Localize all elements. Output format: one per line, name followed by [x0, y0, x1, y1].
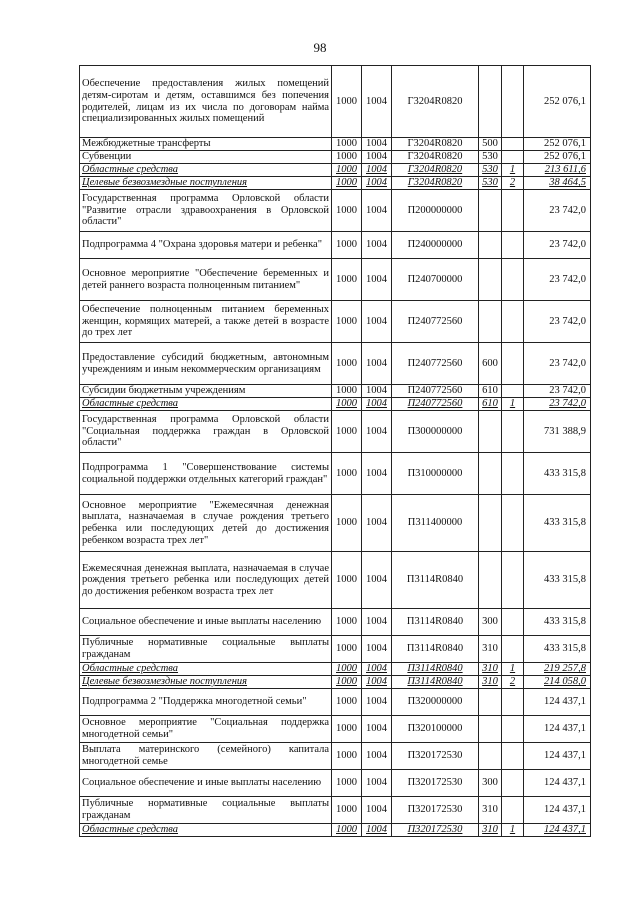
expense-type-cell: 310 — [479, 676, 502, 689]
section-code-cell: 1000 — [332, 411, 362, 453]
amount-cell: 124 437,1 — [524, 689, 591, 716]
expense-type-cell — [479, 743, 502, 770]
section-code-cell: 1000 — [332, 609, 362, 636]
table-row — [80, 552, 591, 609]
section-code-cell: 1000 — [332, 164, 362, 177]
subsection-code-cell: 1004 — [362, 411, 392, 453]
expense-type-cell: 310 — [479, 663, 502, 676]
funding-source-cell — [502, 453, 524, 495]
target-article-cell: П320000000 — [392, 689, 479, 716]
funding-source-cell — [502, 743, 524, 770]
section-code-cell: 1000 — [332, 177, 362, 190]
funding-source-cell — [502, 797, 524, 824]
row-name-cell: Областные средства — [80, 663, 332, 676]
target-article-cell: П311400000 — [392, 495, 479, 552]
target-article-cell: П3114R0840 — [392, 676, 479, 689]
row-name-cell: Межбюджетные трансферты — [80, 138, 332, 151]
table-row — [80, 385, 591, 398]
section-code-cell: 1000 — [332, 689, 362, 716]
funding-source-cell — [502, 190, 524, 232]
amount-cell: 124 437,1 — [524, 797, 591, 824]
target-article-cell: П310000000 — [392, 453, 479, 495]
amount-cell: 433 315,8 — [524, 609, 591, 636]
amount-cell: 433 315,8 — [524, 453, 591, 495]
table-row — [80, 66, 591, 138]
expense-type-cell: 610 — [479, 385, 502, 398]
amount-cell: 124 437,1 — [524, 824, 591, 837]
row-name-cell: Государственная программа Орловской области "Развитие отрасли здравоохранения в Орловской области" — [80, 190, 332, 232]
amount-cell: 38 464,5 — [524, 177, 591, 190]
expense-type-cell — [479, 453, 502, 495]
section-code-cell: 1000 — [332, 232, 362, 259]
expense-type-cell — [479, 689, 502, 716]
funding-source-cell — [502, 609, 524, 636]
funding-source-cell: 1 — [502, 824, 524, 837]
section-code-cell: 1000 — [332, 636, 362, 663]
amount-cell: 23 742,0 — [524, 385, 591, 398]
table-row — [80, 495, 591, 552]
table-row — [80, 453, 591, 495]
amount-cell: 433 315,8 — [524, 636, 591, 663]
funding-source-cell: 1 — [502, 164, 524, 177]
row-name-cell: Публичные нормативные социальные выплаты гражданам — [80, 797, 332, 824]
expense-type-cell — [479, 259, 502, 301]
subsection-code-cell: 1004 — [362, 636, 392, 663]
funding-source-cell — [502, 66, 524, 138]
expense-type-cell — [479, 495, 502, 552]
row-name-cell: Социальное обеспечение и иные выплаты населению — [80, 770, 332, 797]
row-name-cell: Областные средства — [80, 398, 332, 411]
target-article-cell: Г3204R0820 — [392, 66, 479, 138]
row-name-cell: Областные средства — [80, 164, 332, 177]
subsection-code-cell: 1004 — [362, 164, 392, 177]
row-name-cell: Целевые безвозмездные поступления — [80, 177, 332, 190]
subsection-code-cell: 1004 — [362, 259, 392, 301]
subsection-code-cell: 1004 — [362, 609, 392, 636]
funding-source-cell — [502, 301, 524, 343]
section-code-cell: 1000 — [332, 385, 362, 398]
section-code-cell: 1000 — [332, 743, 362, 770]
subsection-code-cell: 1004 — [362, 689, 392, 716]
section-code-cell: 1000 — [332, 259, 362, 301]
target-article-cell: П300000000 — [392, 411, 479, 453]
amount-cell: 124 437,1 — [524, 770, 591, 797]
table-row — [80, 716, 591, 743]
funding-source-cell — [502, 716, 524, 743]
table-row — [80, 151, 591, 164]
subsection-code-cell: 1004 — [362, 398, 392, 411]
amount-cell: 433 315,8 — [524, 552, 591, 609]
target-article-cell: Г3204R0820 — [392, 138, 479, 151]
subsection-code-cell: 1004 — [362, 495, 392, 552]
row-name-cell: Подпрограмма 2 "Поддержка многодетной семьи" — [80, 689, 332, 716]
section-code-cell: 1000 — [332, 138, 362, 151]
funding-source-cell: 1 — [502, 398, 524, 411]
funding-source-cell — [502, 495, 524, 552]
amount-cell: 23 742,0 — [524, 232, 591, 259]
row-name-cell: Основное мероприятие "Обеспечение беременных и детей раннего возраста полноценным питанием" — [80, 259, 332, 301]
funding-source-cell — [502, 343, 524, 385]
target-article-cell: Г3204R0820 — [392, 151, 479, 164]
table-row — [80, 411, 591, 453]
row-name-cell: Субсидии бюджетным учреждениям — [80, 385, 332, 398]
funding-source-cell — [502, 385, 524, 398]
subsection-code-cell: 1004 — [362, 301, 392, 343]
expense-type-cell: 530 — [479, 151, 502, 164]
subsection-code-cell: 1004 — [362, 824, 392, 837]
section-code-cell: 1000 — [332, 552, 362, 609]
section-code-cell: 1000 — [332, 151, 362, 164]
target-article-cell: П3114R0840 — [392, 663, 479, 676]
row-name-cell: Основное мероприятие "Социальная поддержка многодетной семьи" — [80, 716, 332, 743]
row-name-cell: Основное мероприятие "Ежемесячная денежная выплата, назначаемая в случае рождения третьего ребенка или последующих детей до достижения ребенком возраста трех лет" — [80, 495, 332, 552]
expense-type-cell: 610 — [479, 398, 502, 411]
table-row — [80, 301, 591, 343]
section-code-cell: 1000 — [332, 495, 362, 552]
section-code-cell: 1000 — [332, 770, 362, 797]
expense-type-cell: 600 — [479, 343, 502, 385]
row-name-cell: Подпрограмма 1 "Совершенствование системы социальной поддержки отдельных категорий граждан" — [80, 453, 332, 495]
row-name-cell: Обеспечение полноценным питанием беременных женщин, кормящих матерей, а также детей в возрасте до трех лет — [80, 301, 332, 343]
section-code-cell: 1000 — [332, 190, 362, 232]
funding-source-cell: 1 — [502, 663, 524, 676]
expense-type-cell: 300 — [479, 609, 502, 636]
expense-type-cell: 310 — [479, 636, 502, 663]
amount-cell: 124 437,1 — [524, 743, 591, 770]
funding-source-cell — [502, 689, 524, 716]
budget-table-body — [80, 66, 591, 837]
amount-cell: 23 742,0 — [524, 259, 591, 301]
target-article-cell: П200000000 — [392, 190, 479, 232]
subsection-code-cell: 1004 — [362, 232, 392, 259]
table-row — [80, 398, 591, 411]
page-number: 98 — [313, 40, 327, 55]
row-name-cell: Обеспечение предоставления жилых помещений детям-сиротам и детям, оставшимся без попечения родителей, лицам из их числа по договорам найма специализированных жилых помещений — [80, 66, 332, 138]
subsection-code-cell: 1004 — [362, 676, 392, 689]
funding-source-cell — [502, 411, 524, 453]
expense-type-cell — [479, 301, 502, 343]
subsection-code-cell: 1004 — [362, 797, 392, 824]
row-name-cell: Целевые безвозмездные поступления — [80, 676, 332, 689]
amount-cell: 213 611,6 — [524, 164, 591, 177]
target-article-cell: П320100000 — [392, 716, 479, 743]
section-code-cell: 1000 — [332, 663, 362, 676]
target-article-cell: П3114R0840 — [392, 636, 479, 663]
budget-table — [79, 65, 591, 837]
table-row — [80, 676, 591, 689]
target-article-cell: П320172530 — [392, 797, 479, 824]
subsection-code-cell: 1004 — [362, 770, 392, 797]
subsection-code-cell: 1004 — [362, 66, 392, 138]
table-row — [80, 770, 591, 797]
target-article-cell: П240000000 — [392, 232, 479, 259]
table-row — [80, 689, 591, 716]
expense-type-cell — [479, 716, 502, 743]
row-name-cell: Выплата материнского (семейного) капитала многодетной семье — [80, 743, 332, 770]
target-article-cell: П240772560 — [392, 398, 479, 411]
target-article-cell: П3114R0840 — [392, 609, 479, 636]
expense-type-cell: 530 — [479, 177, 502, 190]
target-article-cell: П240772560 — [392, 301, 479, 343]
table-row — [80, 138, 591, 151]
expense-type-cell: 310 — [479, 797, 502, 824]
row-name-cell: Государственная программа Орловской области "Социальная поддержка граждан в Орловской области" — [80, 411, 332, 453]
row-name-cell: Субвенции — [80, 151, 332, 164]
expense-type-cell — [479, 232, 502, 259]
table-row — [80, 743, 591, 770]
subsection-code-cell: 1004 — [362, 177, 392, 190]
table-row — [80, 797, 591, 824]
subsection-code-cell: 1004 — [362, 663, 392, 676]
subsection-code-cell: 1004 — [362, 385, 392, 398]
amount-cell: 219 257,8 — [524, 663, 591, 676]
target-article-cell: П320172530 — [392, 743, 479, 770]
target-article-cell: Г3204R0820 — [392, 177, 479, 190]
expense-type-cell — [479, 66, 502, 138]
target-article-cell: П240772560 — [392, 343, 479, 385]
target-article-cell: П3114R0840 — [392, 552, 479, 609]
expense-type-cell: 530 — [479, 164, 502, 177]
table-row — [80, 164, 591, 177]
target-article-cell: П320172530 — [392, 770, 479, 797]
row-name-cell: Публичные нормативные социальные выплаты гражданам — [80, 636, 332, 663]
funding-source-cell: 2 — [502, 676, 524, 689]
row-name-cell: Социальное обеспечение и иные выплаты населению — [80, 609, 332, 636]
amount-cell: 252 076,1 — [524, 151, 591, 164]
target-article-cell: П240772560 — [392, 385, 479, 398]
section-code-cell: 1000 — [332, 453, 362, 495]
subsection-code-cell: 1004 — [362, 453, 392, 495]
expense-type-cell: 300 — [479, 770, 502, 797]
subsection-code-cell: 1004 — [362, 743, 392, 770]
section-code-cell: 1000 — [332, 301, 362, 343]
row-name-cell: Предоставление субсидий бюджетным, автономным учреждениям и иным некоммерческим организациям — [80, 343, 332, 385]
amount-cell: 731 388,9 — [524, 411, 591, 453]
funding-source-cell — [502, 259, 524, 301]
target-article-cell: П240700000 — [392, 259, 479, 301]
table-row — [80, 609, 591, 636]
amount-cell: 252 076,1 — [524, 66, 591, 138]
table-row — [80, 663, 591, 676]
funding-source-cell: 2 — [502, 177, 524, 190]
target-article-cell: Г3204R0820 — [392, 164, 479, 177]
subsection-code-cell: 1004 — [362, 552, 392, 609]
amount-cell: 23 742,0 — [524, 398, 591, 411]
table-row — [80, 232, 591, 259]
amount-cell: 433 315,8 — [524, 495, 591, 552]
amount-cell: 214 058,0 — [524, 676, 591, 689]
funding-source-cell — [502, 138, 524, 151]
subsection-code-cell: 1004 — [362, 716, 392, 743]
funding-source-cell — [502, 552, 524, 609]
section-code-cell: 1000 — [332, 343, 362, 385]
expense-type-cell: 310 — [479, 824, 502, 837]
funding-source-cell — [502, 151, 524, 164]
amount-cell: 124 437,1 — [524, 716, 591, 743]
table-row — [80, 190, 591, 232]
table-row — [80, 177, 591, 190]
amount-cell: 23 742,0 — [524, 343, 591, 385]
expense-type-cell — [479, 552, 502, 609]
amount-cell: 23 742,0 — [524, 301, 591, 343]
amount-cell: 252 076,1 — [524, 138, 591, 151]
funding-source-cell — [502, 232, 524, 259]
table-row — [80, 343, 591, 385]
row-name-cell: Ежемесячная денежная выплата, назначаемая в случае рождения третьего ребенка или последующих детей до достижения ребенком возраста трех лет — [80, 552, 332, 609]
amount-cell: 23 742,0 — [524, 190, 591, 232]
subsection-code-cell: 1004 — [362, 190, 392, 232]
row-name-cell: Подпрограмма 4 "Охрана здоровья матери и ребенка" — [80, 232, 332, 259]
section-code-cell: 1000 — [332, 797, 362, 824]
section-code-cell: 1000 — [332, 824, 362, 837]
table-row — [80, 824, 591, 837]
expense-type-cell — [479, 190, 502, 232]
table-row — [80, 259, 591, 301]
section-code-cell: 1000 — [332, 398, 362, 411]
funding-source-cell — [502, 636, 524, 663]
subsection-code-cell: 1004 — [362, 343, 392, 385]
section-code-cell: 1000 — [332, 676, 362, 689]
target-article-cell: П320172530 — [392, 824, 479, 837]
section-code-cell: 1000 — [332, 66, 362, 138]
section-code-cell: 1000 — [332, 716, 362, 743]
row-name-cell: Областные средства — [80, 824, 332, 837]
table-row — [80, 636, 591, 663]
subsection-code-cell: 1004 — [362, 151, 392, 164]
expense-type-cell — [479, 411, 502, 453]
subsection-code-cell: 1004 — [362, 138, 392, 151]
funding-source-cell — [502, 770, 524, 797]
expense-type-cell: 500 — [479, 138, 502, 151]
